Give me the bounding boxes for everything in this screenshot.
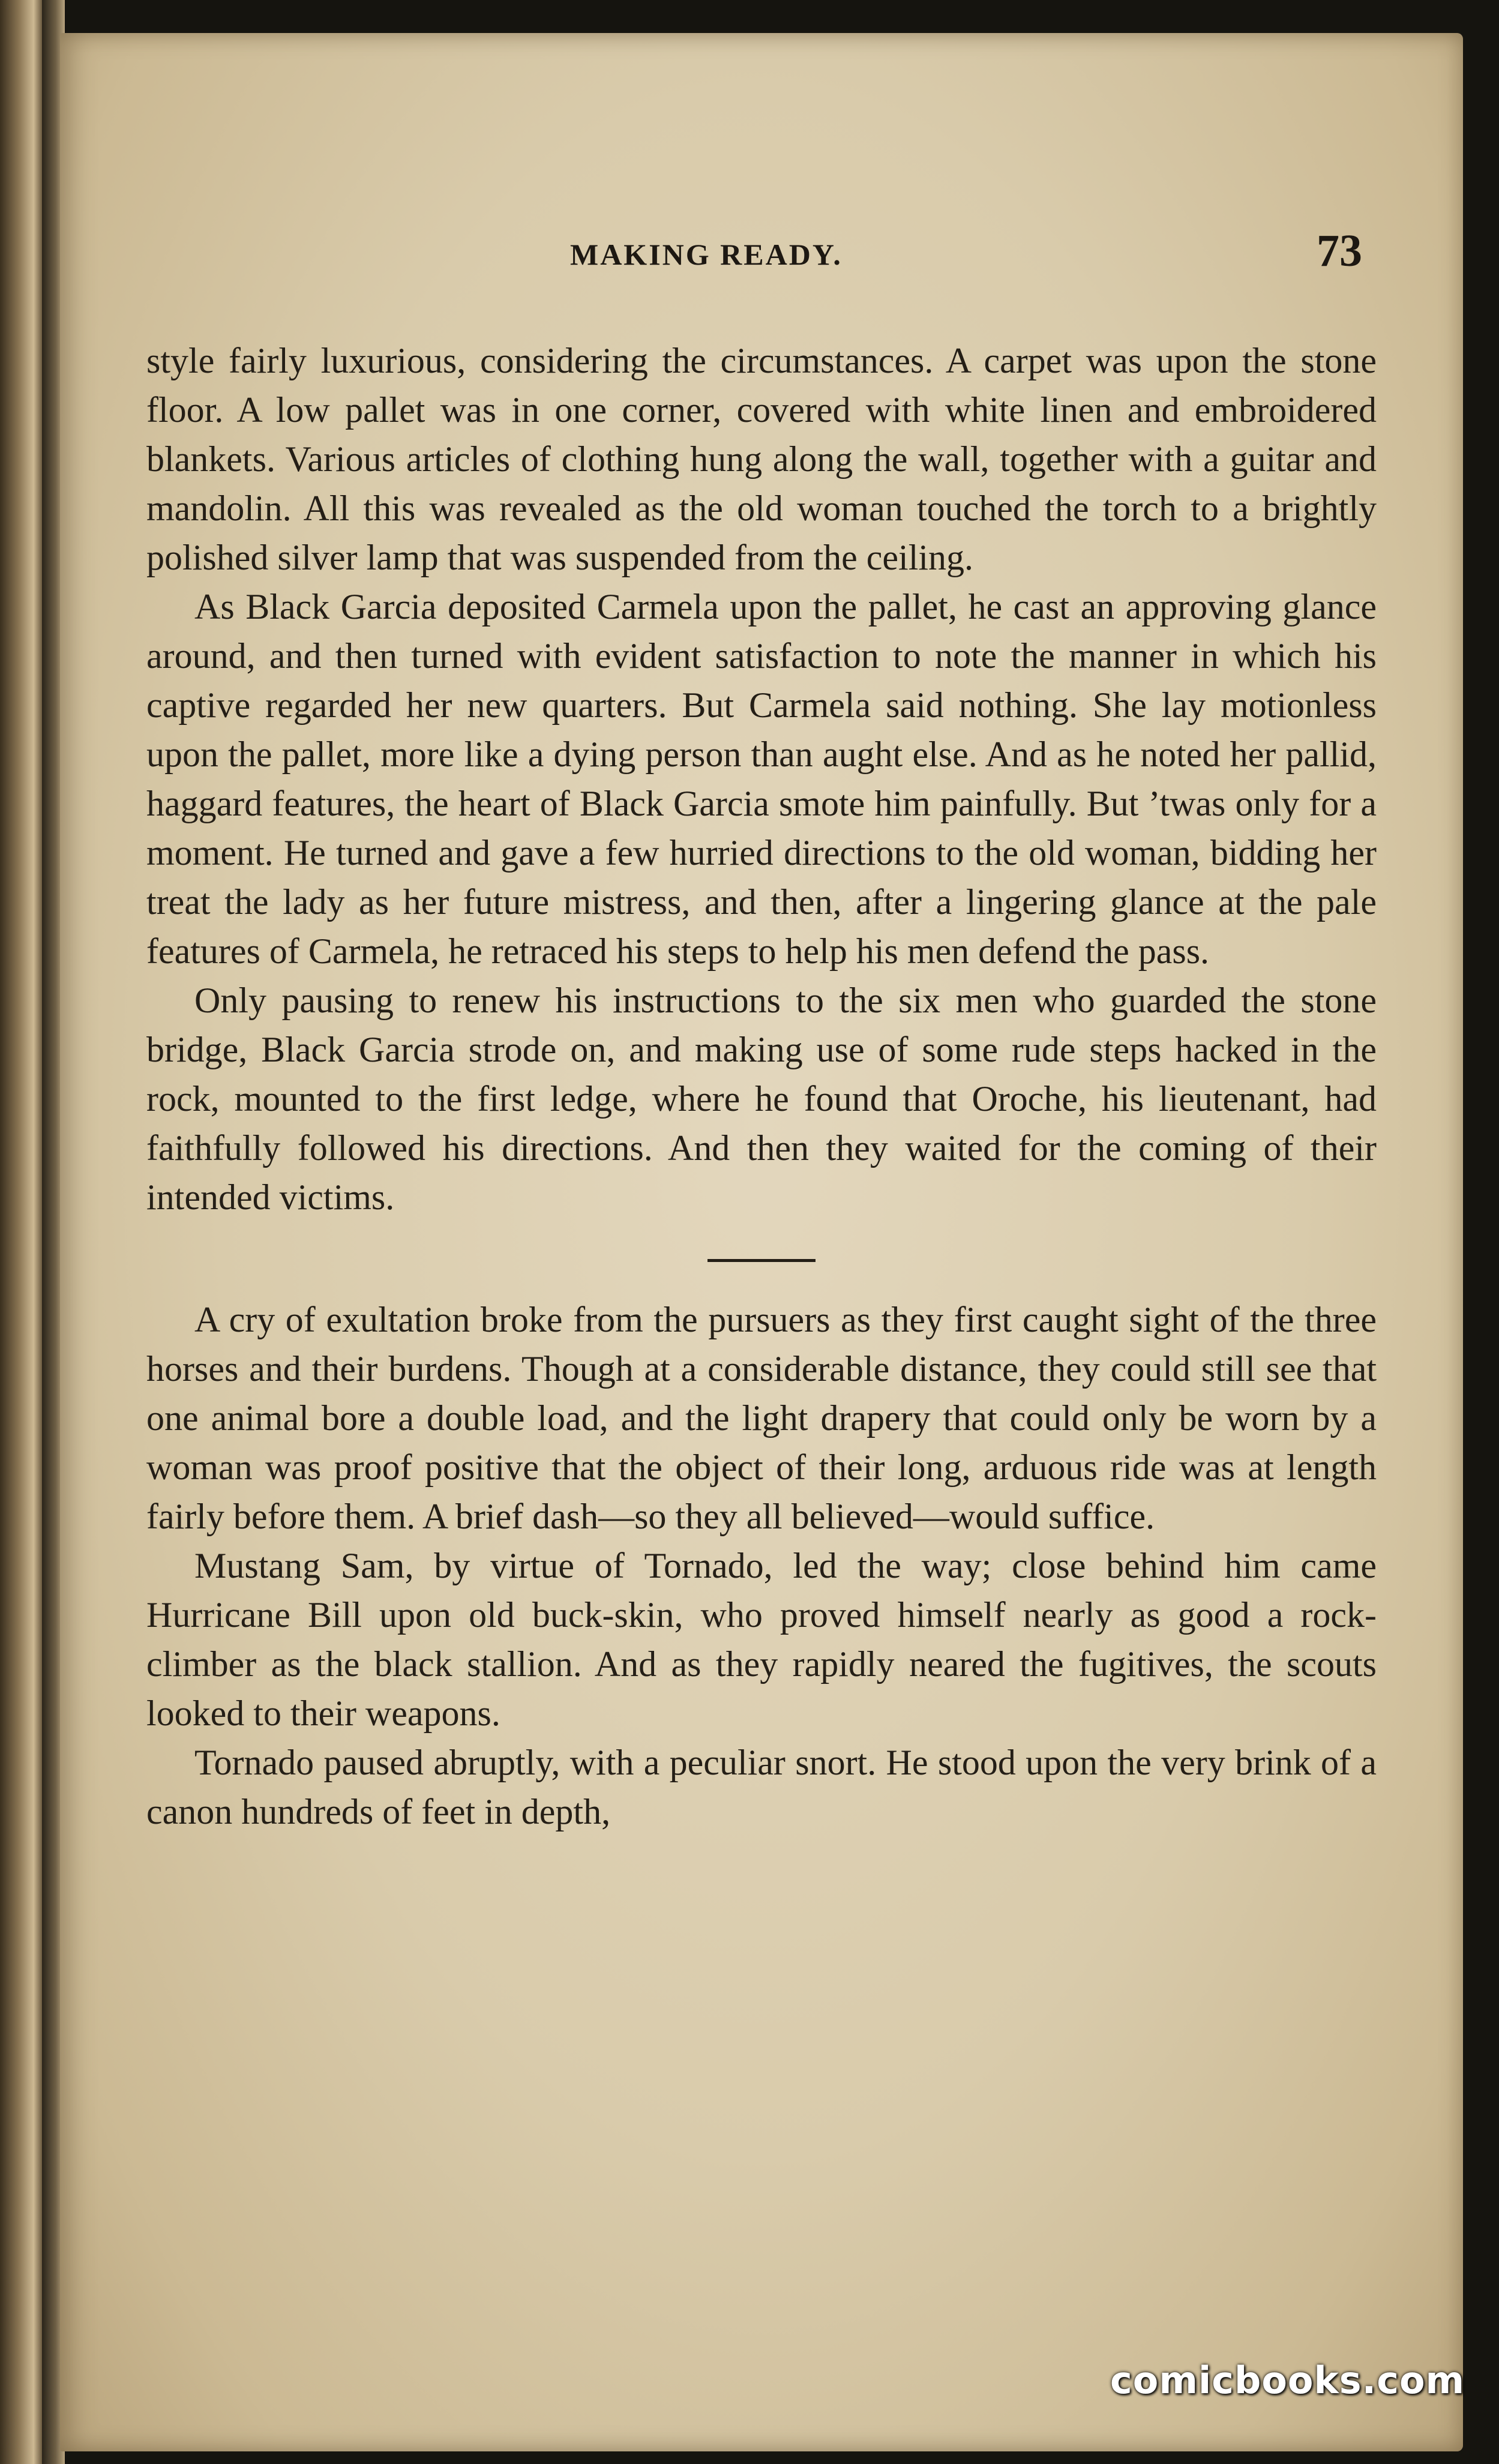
previous-page-edge	[0, 0, 42, 2464]
section-break-rule	[707, 1259, 816, 1262]
paragraph-1: style fairly luxurious, considering the circumstances. A carpet was upon the stone floor. A low pallet was in one corner, covered with white linen and embroidered blankets. Various articles of clothing hung along the wall, together with a guitar and mandolin. All this was revealed as the old woman touched the torch to a brightly polished silver lamp that was suspended from the ceiling.	[146, 341, 1377, 577]
site-watermark: comicbooks.com	[1110, 2358, 1465, 2402]
running-head	[60, 213, 1463, 276]
paragraph-5: Mustang Sam, by virtue of Tornado, led the way; close behind him came Hurricane Bill upon old buck-skin, who proved himself nearly as good a rock-climber as the black stallion. And as they rapidly neared the fugitives, the scouts looked to their weapons.	[146, 1546, 1377, 1733]
page-73	[60, 33, 1463, 2451]
running-head-title: MAKING READY.	[570, 238, 843, 271]
page-number: 73	[1317, 226, 1362, 276]
paragraph-6: Tornado paused abruptly, with a peculiar snort. He stood upon the very brink of a canon hundreds of feet in depth,	[146, 1743, 1377, 1831]
paragraph-3: Only pausing to renew his instructions to the six men who guarded the stone bridge, Black Garcia strode on, and making use of some rude steps hacked in the rock, mounted to the first ledge, where he found that Oroche, his lieutenant, had faithfully followed his directions. And then they waited for the coming of their intended victims.	[146, 981, 1377, 1217]
paragraph-4: A cry of exultation broke from the pursuers as they first caught sight of the three horses and their burdens. Though at a considerable distance, they could still see that one animal bore a double load, and the light drapery that could only be worn by a woman was proof positive that the object of their long, arduous ride was at length fairly before them. A brief dash—so they all believed—would suffice.	[146, 1300, 1377, 1536]
paragraph-2: As Black Garcia deposited Carmela upon the pallet, he cast an approving glance around, and then turned with evident satisfaction to note the manner in which his captive regarded her new quarters. But Carmela said nothing. She lay motionless upon the pallet, more like a dying person than aught else. And as he noted her pallid, haggard features, the heart of Black Garcia smote him painfully. But ’twas only for a moment. He turned and gave a few hurried directions to the old woman, bidding her treat the lady as her future mistress, and then, after a lingering glance at the pale features of Carmela, he retraced his steps to help his men defend the pass.	[146, 587, 1377, 971]
body-text	[146, 336, 1377, 1836]
